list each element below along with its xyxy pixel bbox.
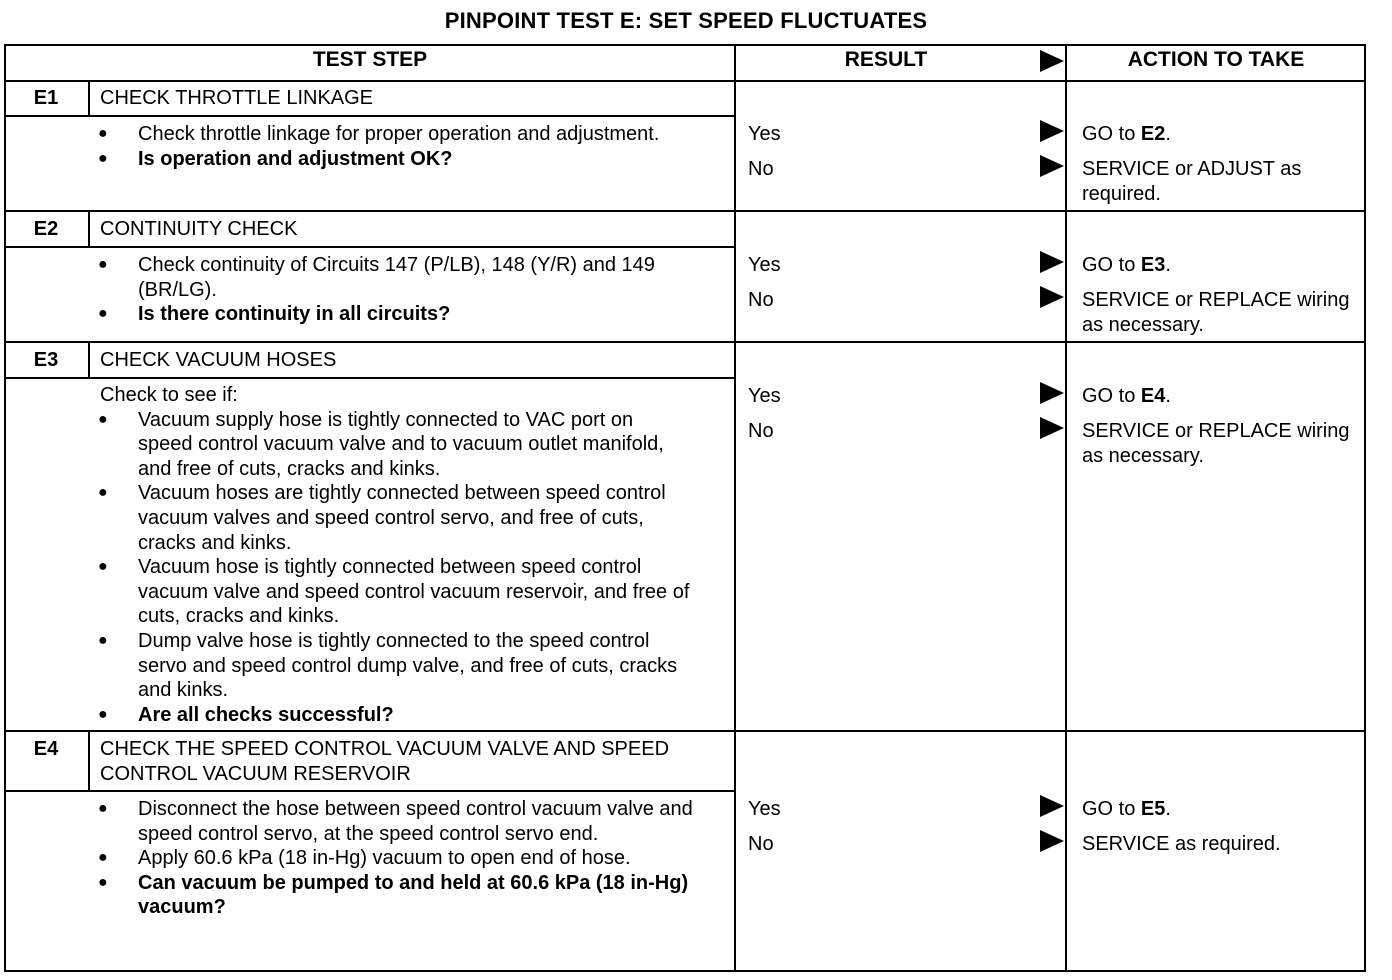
step-id: E3: [33, 349, 59, 371]
result-no: No: [748, 289, 774, 311]
column-divider: [734, 44, 736, 972]
action-no: SERVICE or ADJUST as required.: [1082, 158, 1302, 205]
result-no: No: [748, 833, 774, 855]
result-yes: Yes: [748, 385, 781, 407]
step-id: E1: [33, 87, 59, 109]
step-intro: Check to see if:: [100, 384, 238, 406]
action-yes: GO to E5.: [1082, 798, 1171, 820]
arrow-right-icon: [1040, 286, 1064, 308]
result-yes: Yes: [748, 123, 781, 145]
bullet-item: ● Vacuum hose is tightly connected between speed control vacuum valve and speed control vacuum reservoir, and free of cuts, cracks and kinks.: [100, 555, 690, 629]
header-test-step: TEST STEP: [312, 48, 428, 71]
step-title: CONTINUITY CHECK: [100, 218, 298, 240]
action-yes: GO to E4.: [1082, 385, 1171, 407]
step-title: CHECK VACUUM HOSES: [100, 349, 337, 371]
bullet-item: ● Vacuum hoses are tightly connected between speed control vacuum valves and speed control servo, and free of cuts, cracks and kinks.: [100, 481, 690, 555]
action-no: SERVICE as required.: [1082, 833, 1281, 855]
arrow-right-icon: [1040, 251, 1064, 273]
bullet-question: ● Can vacuum be pumped to and held at 60.6 kPa (18 in-Hg) vacuum?: [100, 871, 710, 920]
row-separator: [4, 210, 1366, 212]
bullet-question: ● Is operation and adjustment OK?: [100, 147, 680, 172]
header-action: ACTION TO TAKE: [1127, 48, 1305, 71]
bullet-item: ● Check continuity of Circuits 147 (P/LB), 148 (Y/R) and 149 (BR/LG).: [100, 253, 690, 302]
step-reference: E3: [1140, 254, 1166, 276]
arrow-right-icon: [1040, 120, 1064, 142]
step-reference: E5: [1140, 798, 1166, 820]
step-id: E2: [33, 218, 59, 240]
bullet-item: ● Apply 60.6 kPa (18 in-Hg) vacuum to open end of hose.: [100, 846, 710, 871]
step-reference: E2: [1140, 123, 1166, 145]
step-instructions: [100, 122, 680, 171]
arrow-right-icon: [1040, 382, 1064, 404]
bullet-item: ● Disconnect the hose between speed control vacuum valve and speed control servo, at the speed control servo end.: [100, 797, 710, 846]
result-no: No: [748, 420, 774, 442]
arrow-right-icon: [1040, 417, 1064, 439]
header-result: RESULT: [844, 48, 928, 71]
result-no: No: [748, 158, 774, 180]
result-yes: Yes: [748, 798, 781, 820]
step-instructions: [100, 253, 690, 327]
bullet-item: ● Dump valve hose is tightly connected to the speed control servo and speed control dump valve, and free of cuts, cracks and kinks.: [100, 629, 690, 703]
row-separator: [4, 730, 1366, 732]
bullet-item: ● Check throttle linkage for proper operation and adjustment.: [100, 122, 680, 147]
bullet-item: ● Vacuum supply hose is tightly connected to VAC port on speed control vacuum valve and to vacuum outlet manifold, and free of cuts, cracks and kinks.: [100, 408, 690, 482]
column-divider: [1065, 44, 1067, 972]
arrow-right-icon: [1040, 830, 1064, 852]
header-rule: [4, 80, 1366, 82]
step-title: CHECK THROTTLE LINKAGE: [100, 87, 374, 109]
arrow-right-icon: [1040, 155, 1064, 177]
step-reference: E4: [1140, 385, 1166, 407]
row-separator: [4, 341, 1366, 343]
arrow-right-icon: [1040, 795, 1064, 817]
bullet-question: ● Is there continuity in all circuits?: [100, 302, 690, 327]
step-instructions: [100, 383, 690, 727]
result-yes: Yes: [748, 254, 781, 276]
action-yes: GO to E3.: [1082, 254, 1171, 276]
step-id: E4: [33, 738, 59, 760]
action-no: SERVICE or REPLACE wiring as necessary.: [1082, 289, 1350, 336]
step-instructions: [100, 797, 710, 920]
action-no: SERVICE or REPLACE wiring as necessary.: [1082, 420, 1350, 467]
step-title: CHECK THE SPEED CONTROL VACUUM VALVE AND SPEED CONTROL VACUUM RESERVOIR: [100, 738, 670, 785]
header-arrow-icon: [1040, 50, 1064, 72]
page-title: PINPOINT TEST E: SET SPEED FLUCTUATES: [444, 8, 928, 33]
action-yes: GO to E2.: [1082, 123, 1171, 145]
bullet-question: ● Are all checks successful?: [100, 703, 690, 728]
